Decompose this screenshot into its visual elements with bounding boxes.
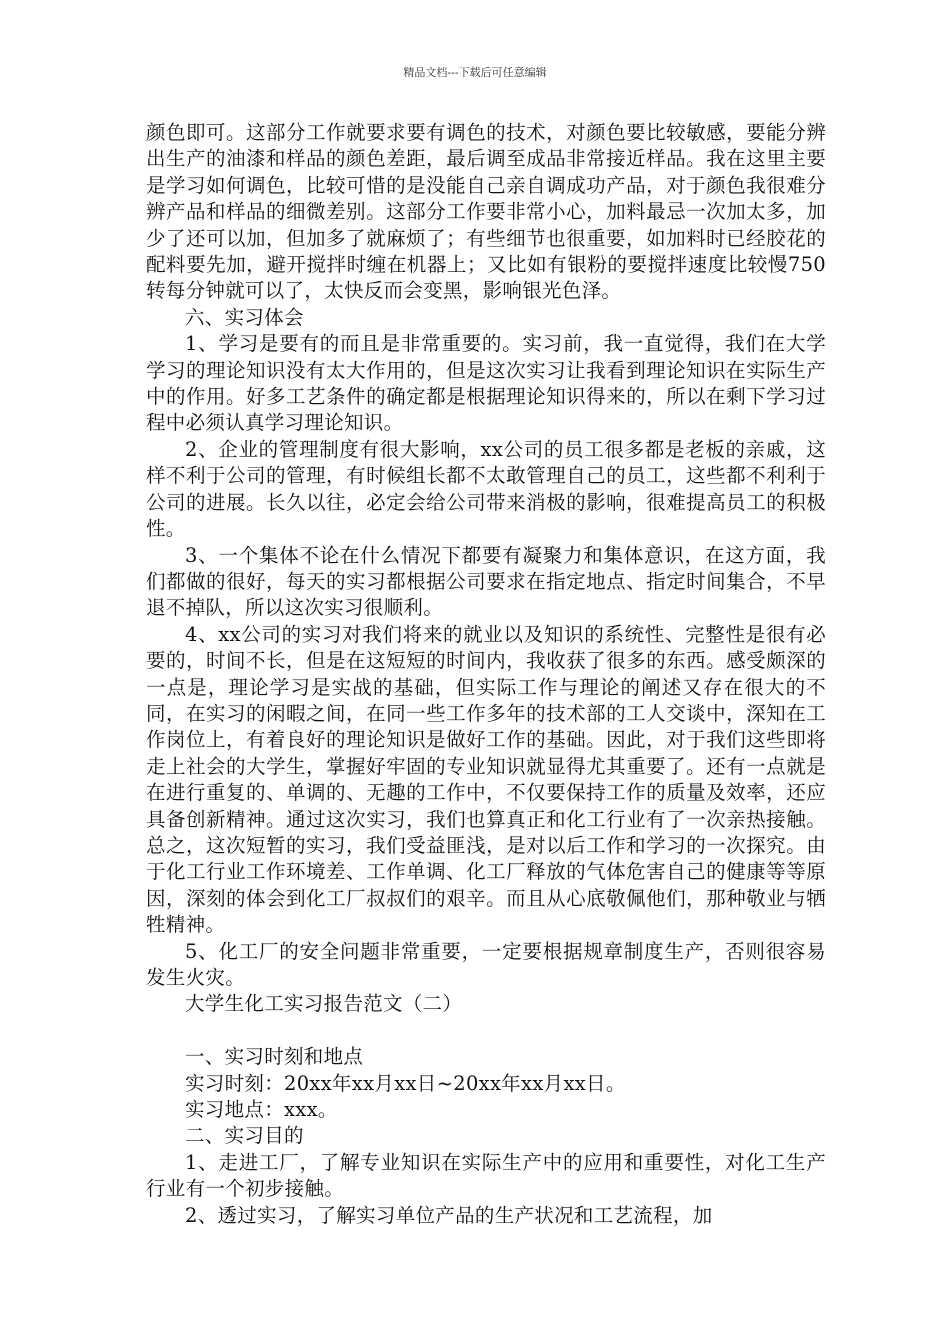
- paragraph-internship-time: 实习时刻：20xx年xx月xx日~20xx年xx月xx日。: [185, 1071, 626, 1095]
- report-title-2: 大学生化工实习报告范文（二）: [185, 992, 463, 1016]
- paragraph-continuation: 颜色即可。这部分工作就要求要有调色的技术，对颜色要比较敏感，要能分辨出生产的油漆和样品的颜色差距，最后调至成品非常接近样品。我在这里主要是学习如何调色，比较可惜的是没能自己亲自调成功产品，对于颜色我很难分辨产品和样品的细微差别。这部分工作要非常小心，加料最忌一次加太多，加少了还可以加，但加多了就麻烦了；有些细节也很重要，如加料时已经胶花的配料要先加，避开搅拌时缠在机器上；又比如有银粉的要搅拌速度比较慢750转每分钟就可以了，太快反而会变黑，影响银光色泽。: [146, 121, 826, 303]
- paragraph-purpose-2: 2、透过实习，了解实习单位产品的生产状况和工艺流程，加: [185, 1203, 713, 1227]
- section-heading-time-place: 一、实习时刻和地点: [185, 1045, 364, 1069]
- paragraph-point-1: 1、学习是要有的而且是非常重要的。实习前，我一直觉得，我们在大学学习的理论知识没有太大作用的，但是这次实习让我看到理论知识在实际生产中的作用。好多工艺条件的确定都是根据理论知识得来的，所以在剩下学习过程中必须认真学习理论知识。: [146, 332, 826, 435]
- paragraph-internship-place: 实习地点：xxx。: [185, 1098, 338, 1122]
- section-heading-purpose: 二、实习目的: [185, 1124, 304, 1148]
- paragraph-purpose-1: 1、走进工厂，了解专业知识在实际生产中的应用和重要性，对化工生产行业有一个初步接触。: [146, 1150, 826, 1201]
- paragraph-point-2: 2、企业的管理制度有很大影响，xx公司的员工很多都是老板的亲戚，这样不利于公司的管理，有时候组长都不太敢管理自己的员工，这些都不利利于公司的进展。长久以往，必定会给公司带来消极的影响，很难提高员工的积极性。: [146, 437, 826, 541]
- blank-line: [146, 1018, 826, 1044]
- paragraph-point-3: 3、一个集体不论在什么情况下都要有凝聚力和集体意识，在这方面，我们都做的很好，每天的实习都根据公司要求在指定地点、指定时间集合，不早退不掉队，所以这次实习很顺利。: [146, 543, 826, 620]
- paragraph-point-4: 4、xx公司的实习对我们将来的就业以及知识的系统性、完整性是很有必要的，时间不长，但是在这短短的时间内，我收获了很多的东西。感受颇深的一点是，理论学习是实战的基础，但实际工作与理论的阐述又存在很大的不同，在实习的闲暇之间，在同一些工作多年的技术部的工人交谈中，深知在工作岗位上，有着良好的理论知识是做好工作的基础。因此，对于我们这些即将走上社会的大学生，掌握好牢固的专业知识就显得尤其重要了。还有一点就是在进行重复的、单调的、无趣的工作中，不仅要保持工作的质量及效率，还应具备创新精神。通过这次实习，我们也算真正和化工行业有了一次亲热接触。总之，这次短暂的实习，我们受益匪浅，是对以后工作和学习的一次探究。由于化工行业工作环境差、工作单调、化工厂释放的气体危害自己的健康等等原因，深刻的体会到化工厂叔叔们的艰辛。而且从心底敬佩他们，那种敬业与牺牲精神。: [146, 622, 826, 937]
- section-heading-experience: 六、实习体会: [185, 305, 304, 329]
- paragraph-point-5: 5、化工厂的安全问题非常重要，一定要根据规章制度生产，否则很容易发生火灾。: [146, 939, 826, 989]
- document-body: [146, 120, 826, 1229]
- page-header: 精品文档---下载后可任意编辑: [403, 66, 547, 79]
